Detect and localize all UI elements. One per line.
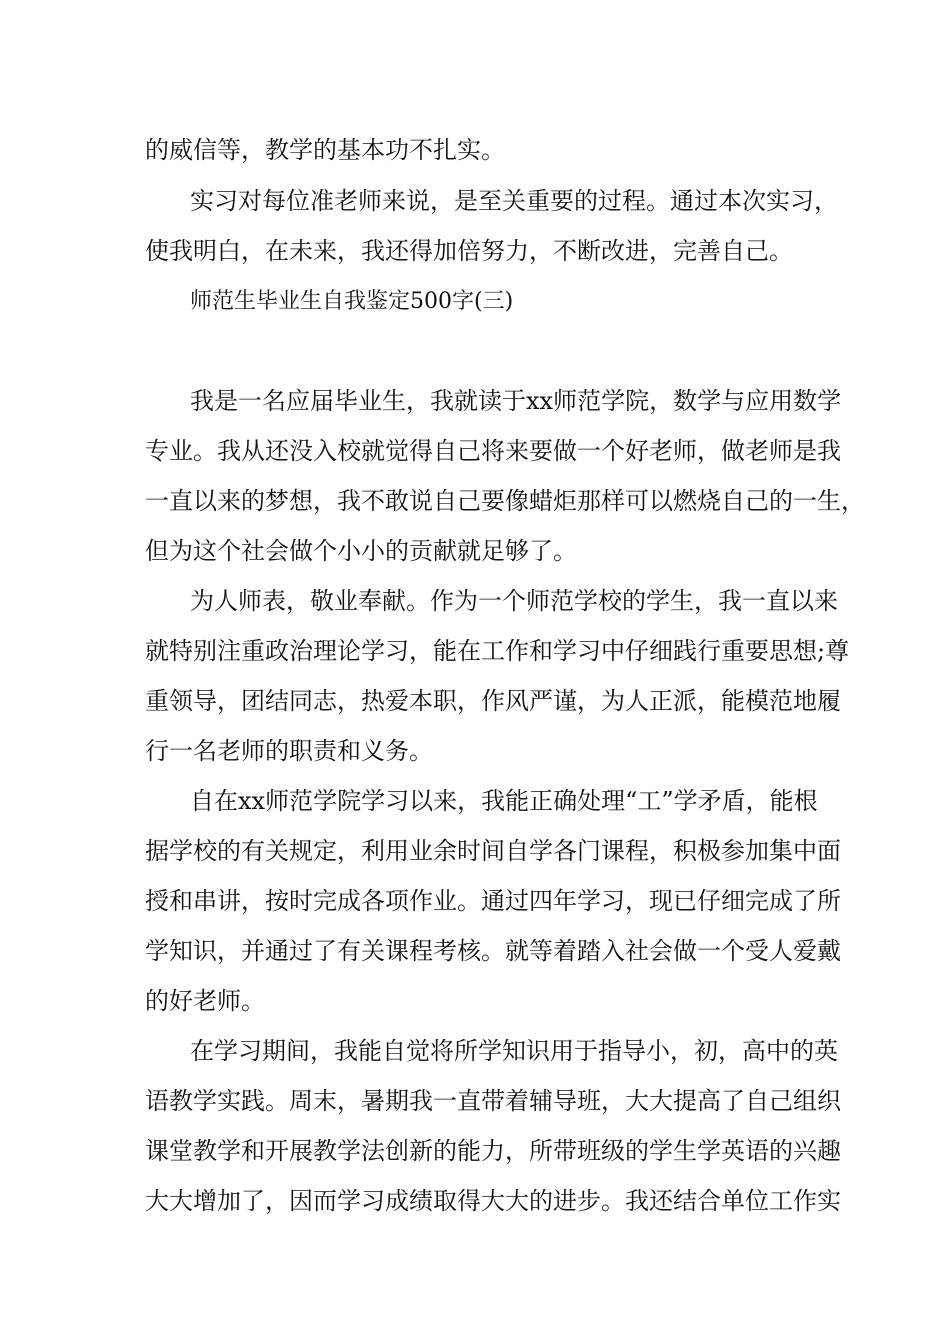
text-line: 使我明白，在未来，我还得加倍努力，不断改进，完善自己。 xyxy=(145,237,793,265)
text-line: 大大增加了，因而学习成绩取得大大的进步。我还结合单位工作实 xyxy=(145,1187,841,1215)
text-line: 授和串讲，按时完成各项作业。通过四年学习，现已仔细完成了所 xyxy=(145,887,841,915)
text-line: 的好老师。 xyxy=(145,987,265,1015)
section-heading: 师范生毕业生自我鉴定500字(三) xyxy=(190,289,514,314)
text-line: 专业。我从还没入校就觉得自己将来要做一个好老师，做老师是我 xyxy=(145,437,841,465)
text-line: 行一名老师的职责和义务。 xyxy=(145,737,433,765)
paragraph-start-line: 为人师表，敬业奉献。作为一个师范学校的学生，我一直以来 xyxy=(190,587,838,615)
text-line: 的威信等，教学的基本功不扎实。 xyxy=(145,136,505,164)
text-line: 就特别注重政治理论学习，能在工作和学习中仔细践行重要思想;尊 xyxy=(145,637,850,665)
paragraph-start-line: 在学习期间，我能自觉将所学知识用于指导小，初，高中的英 xyxy=(190,1037,838,1065)
paragraph-start-line: 我是一名应届毕业生，我就读于xx师范学院，数学与应用数学 xyxy=(190,387,842,415)
text-line: 但为这个社会做个小小的贡献就足够了。 xyxy=(145,537,577,565)
text-line: 语教学实践。周末，暑期我一直带着辅导班，大大提高了自己组织 xyxy=(145,1087,841,1115)
text-line: 重领导，团结同志，热爱本职，作风严谨，为人正派，能模范地履 xyxy=(145,687,841,715)
text-line: 学知识，并通过了有关课程考核。就等着踏入社会做一个受人爱戴 xyxy=(145,937,841,965)
text-line: 据学校的有关规定，利用业余时间自学各门课程，积极参加集中面 xyxy=(145,837,841,865)
paragraph-start-line: 自在xx师范学院学习以来，我能正确处理“工”学矛盾，能根 xyxy=(190,787,818,815)
text-line: 课堂教学和开展教学法创新的能力，所带班级的学生学英语的兴趣 xyxy=(145,1137,841,1165)
text-line: 一直以来的梦想，我不敢说自己要像蜡炬那样可以燃烧自己的一生， xyxy=(145,487,865,515)
paragraph-start-line: 实习对每位准老师来说，是至关重要的过程。通过本次实习， xyxy=(190,187,838,215)
